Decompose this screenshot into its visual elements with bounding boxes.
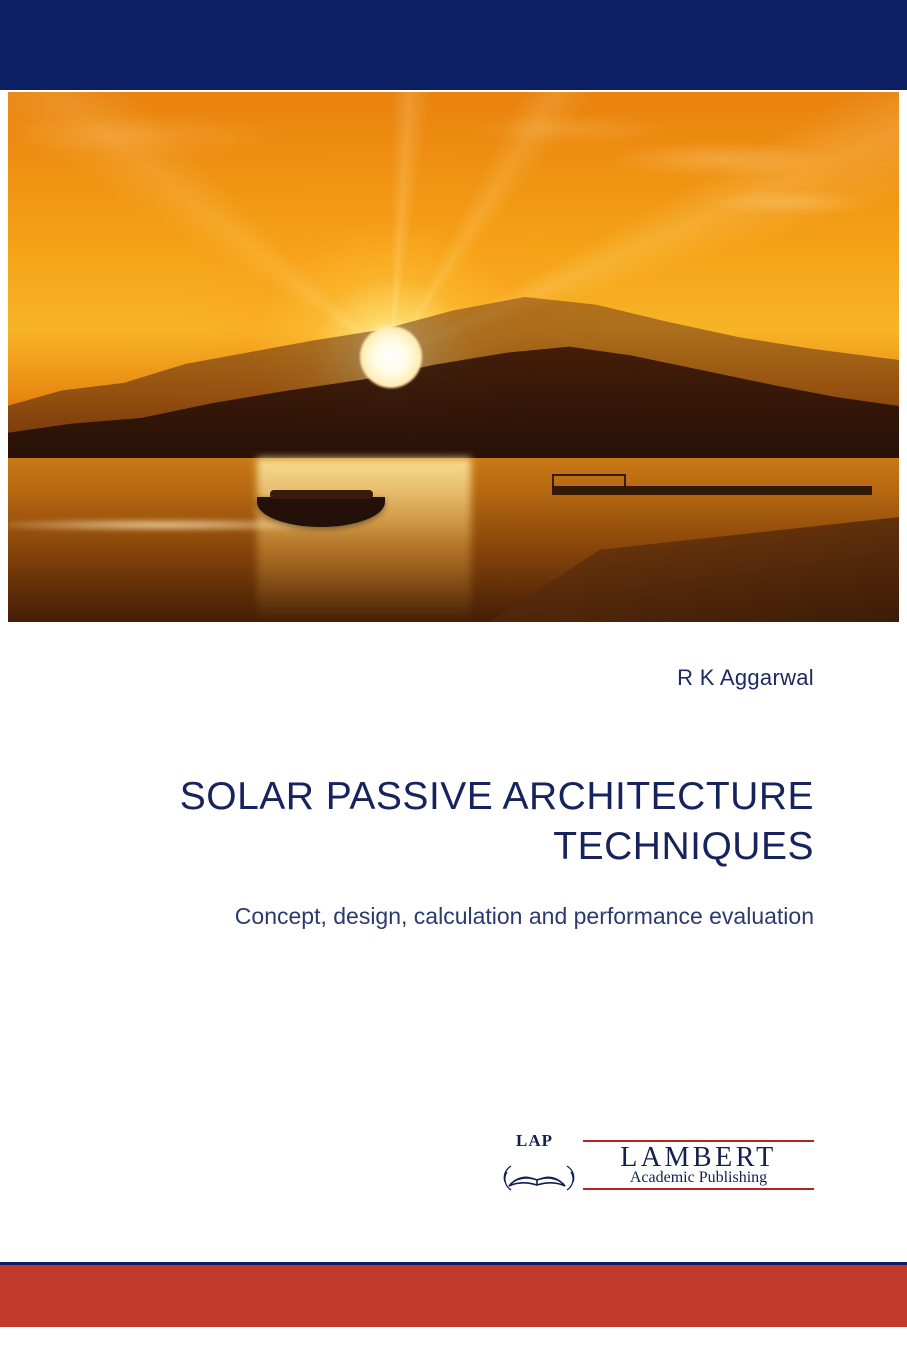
publisher-tagline: Academic Publishing <box>629 1169 768 1186</box>
author-name: R K Aggarwal <box>677 665 814 690</box>
book-title: SOLAR PASSIVE ARCHITECTURE TECHNIQUES <box>179 775 814 868</box>
bottom-white-margin <box>0 1327 907 1360</box>
publisher-name: LAMBERT <box>620 1142 777 1173</box>
cover-photo-surf <box>8 518 525 532</box>
cover-photo <box>8 92 899 622</box>
publisher-logo <box>499 1128 814 1200</box>
bottom-red-band <box>0 1265 907 1327</box>
sun-icon <box>360 326 422 388</box>
cover-photo-sky <box>8 92 899 622</box>
publisher-mark: LAP <box>516 1131 553 1150</box>
top-navy-band <box>0 0 907 90</box>
book-subtitle: Concept, design, calculation and performance evaluation <box>234 903 814 929</box>
laurel-wreath-icon <box>507 1152 571 1192</box>
cover-photo-sun-reflection <box>257 458 471 622</box>
logo-rule-bottom <box>583 1188 814 1190</box>
cover-photo-pier <box>552 486 873 495</box>
